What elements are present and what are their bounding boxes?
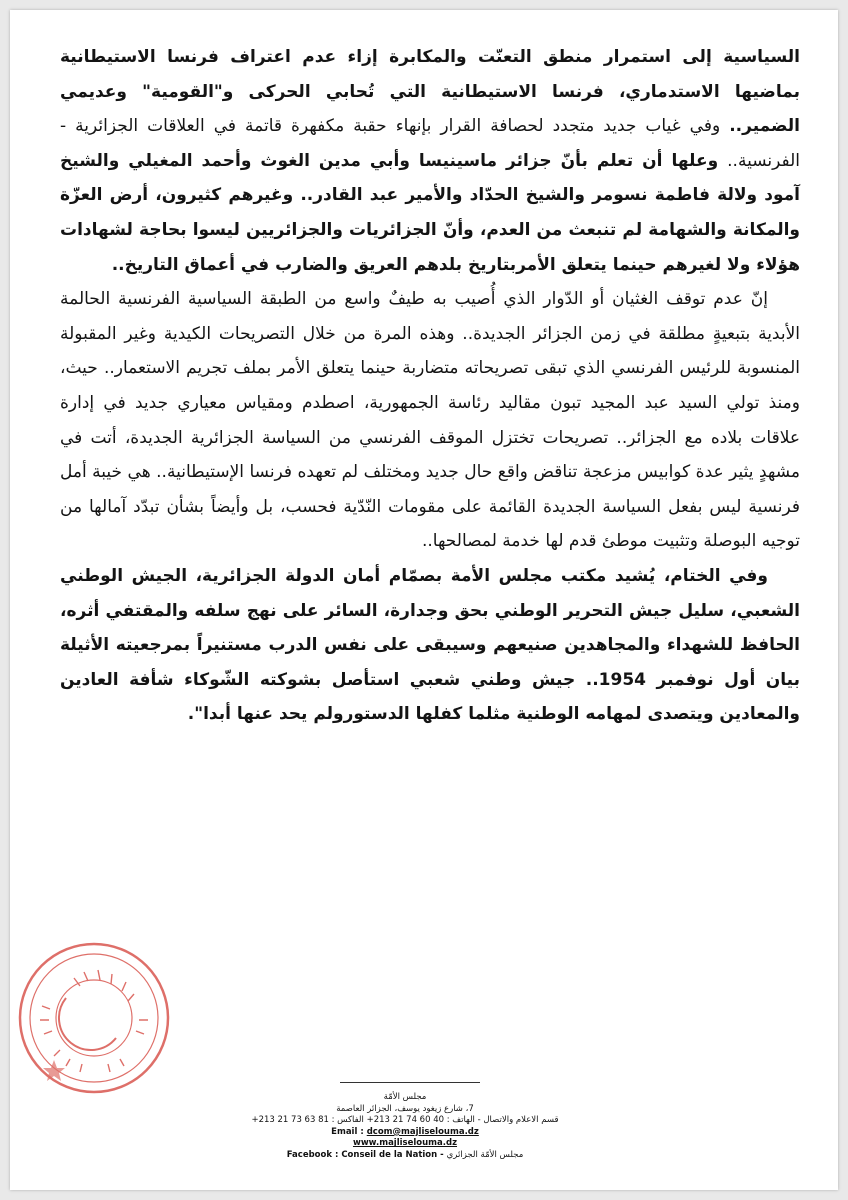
footer-fax-label: الفاكس : bbox=[328, 1115, 367, 1126]
paragraph-1-regular: وفي غياب جديد متجدد لحصافة القرار بإنهاء حقبة مكفهرة قاتمة في العلاقات الجزائرية - الفرنسية.. bbox=[60, 116, 800, 171]
footer-address: 7، شارع زيغود يوسف، الجزائر العاصمة bbox=[336, 1103, 474, 1114]
paragraph-1 bbox=[60, 40, 800, 282]
letterhead-footer bbox=[180, 1092, 630, 1162]
footer-phone-label: قسم الاعلام والاتصال - الهاتف : bbox=[444, 1115, 559, 1126]
letter-body bbox=[60, 40, 800, 732]
paragraph-3: وفي الختام، يُشيد مكتب مجلس الأمة بصمّام أمان الدولة الجزائرية، الجيش الوطني الشعبي، سليل جيش التحرير الوطني بحق وجدارة، السائر على نهج سلفه والمقتفي أثره، الحافظ للشهداء والمجاهدين صنيعهم وسيبقى على نفس الدرب مستنيراً بمرجعيته الأثيلة بيان أول نوفمبر 1954.. جيش وطني شعبي استأصل بشوكته الشّوكاء شأفة العادين والمعادين ويتصدى لمهامه الوطنية مثلما كفلها الدستورولم يحد عنها أبدا". bbox=[60, 565, 800, 725]
footer-email-link[interactable]: dcom@majliselouma.dz bbox=[366, 1126, 479, 1137]
footer-website-link[interactable]: www.majliselouma.dz bbox=[352, 1138, 458, 1149]
footer-contact-line bbox=[180, 1115, 630, 1127]
paragraph-1-bold: السياسية إلى استمرار منطق التعنّت والمكابرة إزاء عدم اعتراف فرنسا الاستيطانية بماضيها الاستدماري، فرنسا الاستيطانية التي تُحابي الحركى و"القومية" وعديمي الضمير.. bbox=[60, 47, 800, 137]
footer-facebook-line bbox=[180, 1150, 630, 1162]
official-seal-stamp bbox=[14, 938, 174, 1098]
footer-facebook-label: Facebook : Conseil de la Nation - bbox=[286, 1149, 447, 1160]
paragraph-1-bold-2: وعلها أن تعلم بأنّ جزائر ماسينيسا وأبي مدين الغوث وأحمد المغيلي والشيخ آمود ولالة فاطمة نسومر والشيخ الحدّاد والأمير عبد القادر.. وغيرهم كثيرون، أرض العزّة والمكانة والشهامة لم تنبعث من العدم، وأنّ الجزائريات والجزائريين ليسوا بحاجة لشهادات هؤلاء ولا لغيرهم حينما يتعلق الأمربتاريخ بلدهم العريق والضارب في أعماق التاريخ.. bbox=[60, 150, 800, 275]
footer-divider bbox=[340, 1082, 480, 1083]
footer-facebook-ar: مجلس الأمّة الجزائري bbox=[446, 1149, 524, 1160]
paragraph-2: إنّ عدم توقف الغثيان أو الدّوار الذي أُصيب به طيفٌ واسع من الطبقة السياسية الفرنسية الحالمة الأبدية بتبعيةٍ مطلقة في زمن الجزائر الجديدة.. وهذه المرة من خلال التصريحات الكيدية وغير المقبولة المنسوبة للرئيس الفرنسي الذي تبقى تصريحاته متضاربة حينما يتعلق الأمر بملف تجريم الاستعمار.. حيث، ومنذ تولي السيد عبد المجيد تبون مقاليد رئاسة الجمهورية، اصطدم ومقياس معياري جديد في إدارة علاقات بلاده مع الجزائر.. تصريحات تختزل الموقف الفرنسي من السياسة الجزائرية الجديدة، أتت في مشهدٍ يثير عدة كوابيس مزعجة تناقض واقع حال جديد ومختلف لم تعهده فرنسا الإستيطانية.. هي خيبة أمل فرنسية ليس بفعل السياسة الجديدة القائمة على مقومات النّدّية فحسب، بل وأيضاً بشأن تبدّد آمالها من توجيه البوصلة وتثبيت موطئ قدم لها خدمة لمصالحها.. bbox=[60, 289, 800, 552]
document-page bbox=[10, 10, 838, 1190]
footer-phone: +213 21 74 60 40 bbox=[366, 1115, 445, 1126]
footer-organization: مجلس الأمّة bbox=[383, 1092, 427, 1102]
footer-email-label: Email : bbox=[331, 1126, 367, 1137]
footer-fax: +213 21 73 63 81 bbox=[251, 1115, 329, 1126]
footer-email-line bbox=[180, 1127, 630, 1139]
